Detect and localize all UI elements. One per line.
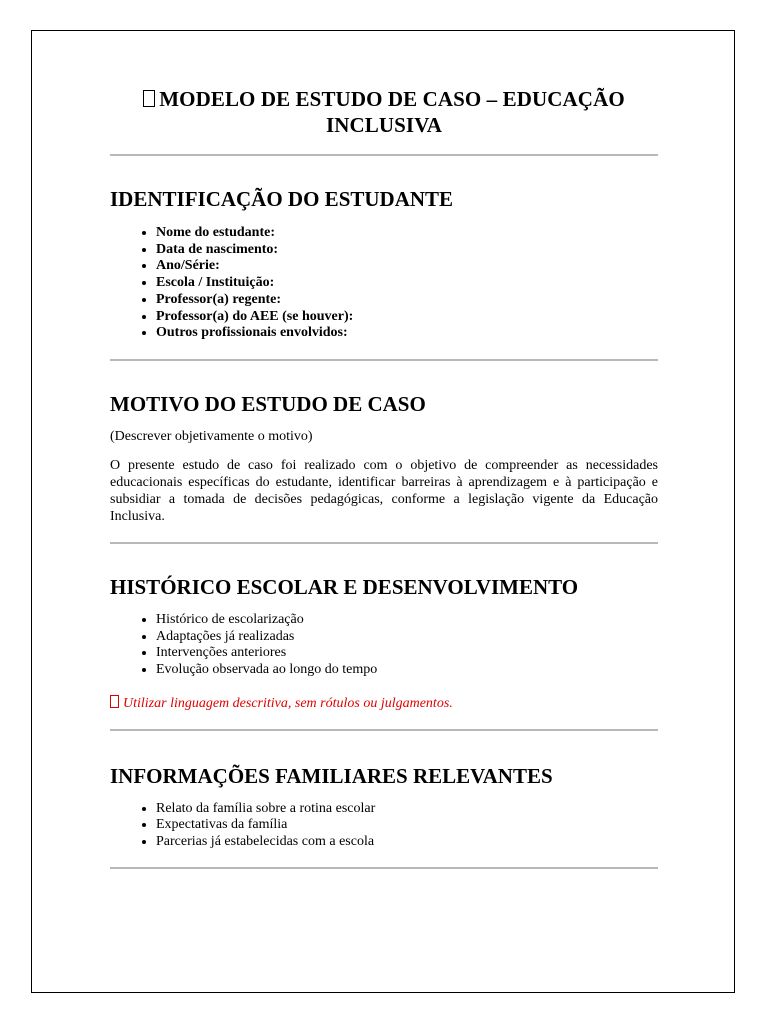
list-item: • Professor(a) do AEE (se houver):	[156, 309, 658, 326]
motivo-instruction: (Descrever objetivamente o motivo)	[110, 428, 313, 444]
motivo-paragraph: O presente estudo de caso foi realizado com o objetivo de compreender as necessidades educacionais específicas do estudante, identificar barreiras à aprendizagem e à participação e subsidiar a tomada de decisões pedagógicas, conforme a legislação vigente da Educação Inclusiva.	[110, 457, 658, 524]
heading-historico: HISTÓRICO ESCOLAR E DESENVOLVIMENTO	[110, 574, 579, 599]
heading-familiares: INFORMAÇÕES FAMILIARES RELEVANTES	[110, 763, 553, 788]
list-item: • Expectativas da família	[156, 817, 658, 834]
list-item: • Professor(a) regente:	[156, 292, 658, 309]
warning-text: Utilizar linguagem descritiva, sem rótulos ou julgamentos.	[123, 695, 453, 711]
list-item: • Outros profissionais envolvidos:	[156, 325, 658, 342]
warning-note	[110, 695, 658, 712]
historico-list	[110, 612, 658, 679]
list-item: • Relato da família sobre a rotina escolar	[156, 801, 658, 818]
list-item: • Data de nascimento:	[156, 242, 658, 259]
familiares-list	[110, 801, 658, 851]
heading-identificacao: IDENTIFICAÇÃO DO ESTUDANTE	[110, 187, 454, 211]
list-item: • Intervenções anteriores	[156, 645, 658, 662]
list-item: • Evolução observada ao longo do tempo	[156, 662, 658, 679]
document-title	[110, 86, 658, 138]
list-item: • Adaptações já realizadas	[156, 629, 658, 646]
missing-glyph-icon	[143, 90, 155, 107]
missing-glyph-icon	[110, 695, 119, 708]
document-content	[110, 86, 658, 869]
list-item: • Escola / Instituição:	[156, 275, 658, 292]
list-item: • Nome do estudante:	[156, 225, 658, 242]
list-item: • Histórico de escolarização	[156, 612, 658, 629]
heading-motivo: MOTIVO DO ESTUDO DE CASO	[110, 391, 426, 416]
list-item: • Parcerias já estabelecidas com a escola	[156, 834, 658, 851]
list-item: • Ano/Série:	[156, 258, 658, 275]
identificacao-list	[110, 225, 658, 342]
section-divider	[110, 867, 658, 869]
document-title-text: MODELO DE ESTUDO DE CASO – EDUCAÇÃO INCLUSIVA	[159, 87, 625, 137]
